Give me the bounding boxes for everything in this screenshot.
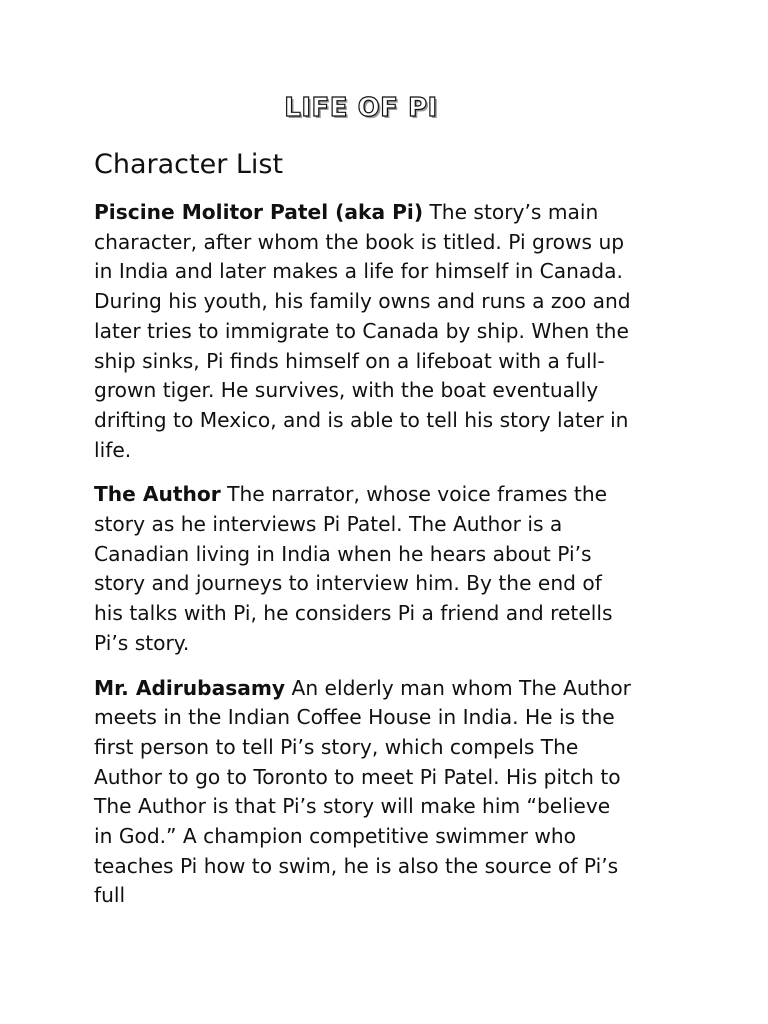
section-heading: Character List <box>94 149 284 180</box>
character-name: The Author <box>94 482 221 507</box>
document-page <box>94 88 634 926</box>
character-description: The story’s main character, after whom the book is titled. Pi grows up in India and later makes a life for himself in Canada. During his youth, his family owns and runs a zoo and later tries to immigrate to Canada by ship. When the ship sinks, Pi finds himself on a lifeboat with a full-grown tiger. He survives, with the boat eventually drifting to Mexico, and is able to tell his story later in life. <box>94 200 631 462</box>
character-name: Piscine Molitor Patel (aka Pi) <box>94 200 424 224</box>
character-entry-author <box>94 480 634 658</box>
character-entry-pi <box>94 198 634 465</box>
character-description: The narrator, whose voice frames the story as he interviews Pi Patel. The Author is a Canadian living in India when he hears about Pi’s story and journeys to interview him. By the end of his talks with Pi, he considers Pi a friend and retells Pi’s story. <box>94 482 613 655</box>
document-title: LIFE OF PI <box>284 93 438 123</box>
character-name: Mr. Adirubasamy <box>94 675 286 700</box>
character-description: An elderly man whom The Author meets in the Indian Coffee House in India. He is the first person to tell Pi’s story, which compels The Author to go to Toronto to meet Pi Patel. His pitch to The Author is that Pi’s story will make him “believe in God.” A champion competitive swimmer who teaches Pi how to swim, he is also the source of Pi’s full <box>94 675 631 908</box>
character-entry-adirubasamy <box>94 674 634 912</box>
